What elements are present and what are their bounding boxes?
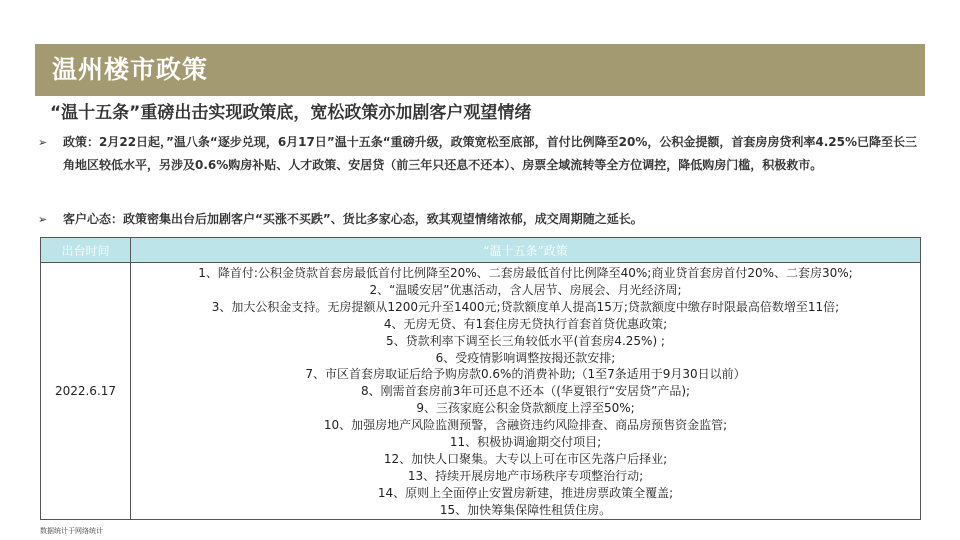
policy-item: 10、加强房地产风险监测预警，含融资违约风险排查、商品房预售资金监管; xyxy=(323,418,728,433)
footnote: 数据统计于网络统计 xyxy=(40,527,103,535)
policy-item: 5、贷款利率下调至长三角较低水平(首套房4.25%) ; xyxy=(386,333,665,348)
policy-item: 6、受疫情影响调整按揭还款安排; xyxy=(435,350,616,365)
policy-item: 8、刚需首套房前3年可还息不还本（(华夏银行“安居贷”产品); xyxy=(360,384,691,399)
column-header-date: 出台时间 xyxy=(41,238,131,263)
release-date-cell: 2022.6.17 xyxy=(41,263,131,520)
policy-items-cell xyxy=(131,263,921,520)
policy-item: 11、积极协调逾期交付项目; xyxy=(449,435,602,450)
page-subtitle: “温十五条”重磅出击实现政策底，宽松政策亦加剧客户观望情绪 xyxy=(50,103,532,123)
policy-item: 9、三孩家庭公积金贷款额度上浮至50%; xyxy=(416,401,635,416)
policy-item: 13、持续开展房地产市场秩序专项整治行动; xyxy=(407,468,644,483)
arrow-bullet-icon: ➢ xyxy=(38,136,48,149)
policy-item: 15、加快筹集保障性租赁住房。 xyxy=(439,502,612,517)
bullet-customer-mindset-text: 客户心态：政策密集出台后加剧客户“买涨不买跌”、货比多家心态，致其观望情绪浓郁，成交周期随之延长。 xyxy=(63,212,643,226)
policy-item: 1、降首付:公积金贷款首套房最低首付比例降至20%、二套房最低首付比例降至40%;商业贷首套房首付20%、二套房30%; xyxy=(198,266,853,280)
bullet-customer-mindset xyxy=(38,208,918,231)
policy-item: 14、原则上全面停止安置房新建，推进房票政策全覆盖; xyxy=(377,485,674,500)
bullet-policy-text: 政策：2月22日起，”温八条“逐步兑现，6月17日”温十五条“重磅升级，政策宽松至底部，首付比例降至20%，公积金提额，首套房房贷利率4.25%已降至长三角地区较低水平，另涉及0.6%购房补贴、人才政策、安居贷（前三年只还息不还本）、房票全域流转等全方位调控，降低购房门槛，积极救市。 xyxy=(63,135,918,172)
column-header-policy: “温十五条”政策 xyxy=(131,238,921,263)
policy-item: 12、加快人口聚集。大专以上可在市区先落户后择业; xyxy=(383,451,668,466)
policy-item: 7、市区首套房取证后给予购房款0.6%的消费补助;（1至7条适用于9月30日以前） xyxy=(305,367,746,382)
table-header-row xyxy=(41,238,921,263)
policy-item: 2、“温暖安居”优惠活动，含人居节、房展会、月光经济周; xyxy=(369,282,682,297)
bullet-policy xyxy=(38,131,918,177)
table-row xyxy=(41,263,921,520)
policy-table xyxy=(40,237,921,520)
policy-item: 4、无房无贷、有1套住房无贷执行首套首贷优惠政策; xyxy=(383,316,668,331)
arrow-bullet-icon: ➢ xyxy=(38,213,48,226)
page-title: 温州楼市政策 xyxy=(52,55,209,84)
policy-item: 3、加大公积金支持。无房提额从1200元升至1400元;贷款额度单人提高15万;贷款额度中缴存时限最高倍数增至11倍; xyxy=(211,299,840,314)
